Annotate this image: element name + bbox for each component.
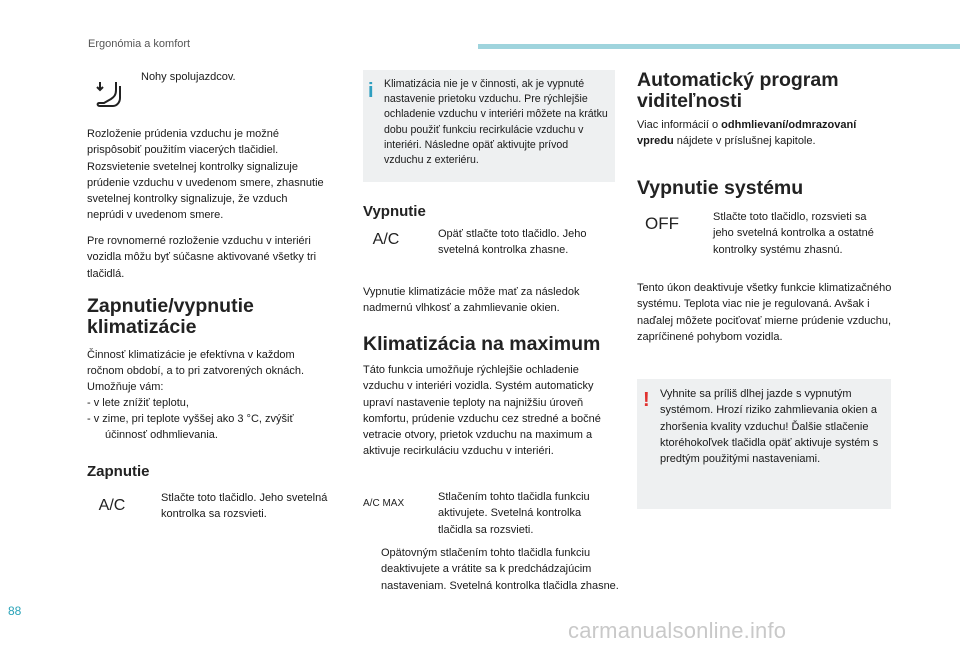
page-number: 88 — [8, 604, 22, 618]
heading-max: Klimatizácia na maximum — [363, 333, 601, 355]
visibility-text: Viac informácií o — [637, 119, 722, 131]
warning-icon: ! — [643, 389, 650, 411]
info-text: Klimatizácia nie je v činnosti, ak je vypnuté nastavenie prietoku vzduchu. Pre rýchlejšie ochladenie vzduchu v interiéri môžete na krátku dobu použiť funkciu recirkulácie vzduchu v interiéri. Následne opäť aktivujte prívod vzduchu z exteriéru. — [384, 78, 608, 167]
on-instruction: Stlačte toto tlačidlo. Jeho svetelná kontrolka sa rozsvieti. — [161, 492, 328, 521]
watermark: carmanualsonline.info — [568, 618, 787, 643]
allows-label: Umožňuje vám: — [87, 381, 164, 393]
system-off-note: Tento úkon deaktivuje všetky funkcie klimatizačného systému. Teplota viac nie je regulovaná. Avšak i naďalej môžete pociťovať mierne prúdenie vzduchu, zapríčinené pohybom vozidla. — [637, 282, 892, 343]
info-box — [363, 70, 615, 182]
list-item-summer: - v lete znížiť teplotu, — [87, 397, 189, 409]
info-icon: i — [368, 80, 374, 102]
off-note: Vypnutie klimatizácie môže mať za následok nadmernú vlhkosť a zahmlievanie okien. — [363, 286, 580, 315]
header-bar — [478, 44, 960, 49]
off-button[interactable]: OFF — [645, 214, 679, 233]
ac-button-off[interactable]: A/C — [372, 231, 400, 248]
max-on-instruction: Stlačením tohto tlačidla funkciu aktivujete. Svetelná kontrolka tlačidla sa rozsvieti. — [438, 491, 590, 536]
warning-box — [637, 379, 891, 509]
warning-text: Vyhnite sa príliš dlhej jazde s vypnutým systémom. Hrozí riziko zahmlievania okien a zhoršenia kvality vzduchu! Ďalšie stlačenie ktoréhokoľvek tlačidla opäť aktivuje systém s predtým použitými nastaveniami. — [660, 388, 879, 466]
visibility-note — [637, 117, 887, 150]
para-ac-efficiency: Činnosť klimatizácie je efektívna v každom ročnom období, a to pri zatvorených oknách. — [87, 349, 305, 378]
heading-on: Zapnutie — [87, 463, 150, 480]
visibility-text-end: nájdete v príslušnej kapitole. — [673, 135, 816, 148]
foot-airflow-icon — [94, 80, 128, 108]
heading-system-off: Vypnutie systému — [637, 177, 804, 199]
heading-off: Vypnutie — [363, 203, 426, 220]
list-item-winter: - v zime, pri teplote vyššej ako 3 °C, zvýšiť — [87, 413, 294, 425]
heading-ac-onoff: Zapnutie/vypnutie klimatizácie — [87, 295, 254, 338]
para-distribution: Rozloženie prúdenia vzduchu je možné prispôsobiť použitím viacerých tlačidiel. Rozsvietenie svetelnej kontrolky signalizuje prúdenie vzduchu v uvedenom smere, zhasnutie svetelnej kontrolky signalizuje, že vzduch neprúdi v uvedenom smere. — [87, 128, 324, 222]
system-off-instruction: Stlačte toto tlačidlo, rozsvieti sa jeho svetelná kontrolka a ostatné kontrolky systému zhasnú. — [713, 211, 874, 256]
visibility-bold: odhmlievaní/odmrazovaní vpredu — [637, 119, 857, 148]
feet-label: Nohy spolujazdcov. — [141, 71, 236, 83]
section-title: Ergonómia a komfort — [88, 38, 191, 50]
para-uniform: Pre rovnomerné rozloženie vzduchu v interiéri vozidla môžu byť súčasne aktivované všetky tri tlačidlá. — [87, 235, 317, 280]
ac-button[interactable]: A/C — [98, 497, 126, 514]
heading-visibility: Automatický program viditeľnosti — [637, 69, 839, 112]
ac-max-button[interactable]: A/C MAX — [363, 498, 405, 509]
max-off-instruction: Opätovným stlačením tohto tlačidla funkciu deaktivujete a vrátite sa k predchádzajúcim nastaveniam. Svetelná kontrolka tlačidla zhasne. — [381, 547, 619, 592]
list-item-winter-cont: účinnosť odhmlievania. — [105, 429, 218, 441]
off-instruction: Opäť stlačte toto tlačidlo. Jeho svetelná kontrolka zhasne. — [438, 228, 587, 257]
max-description: Táto funkcia umožňuje rýchlejšie ochladenie vzduchu v interiéri vozidla. Systém automaticky upraví nastavenie teploty na najnižšiu úroveň komfortu, prúdenie vzduchu cez stredné a bočné vetracie otvory, prietok vzduchu na maximum a aktivuje recirkuláciu vzduchu v interiéri. — [363, 364, 601, 458]
